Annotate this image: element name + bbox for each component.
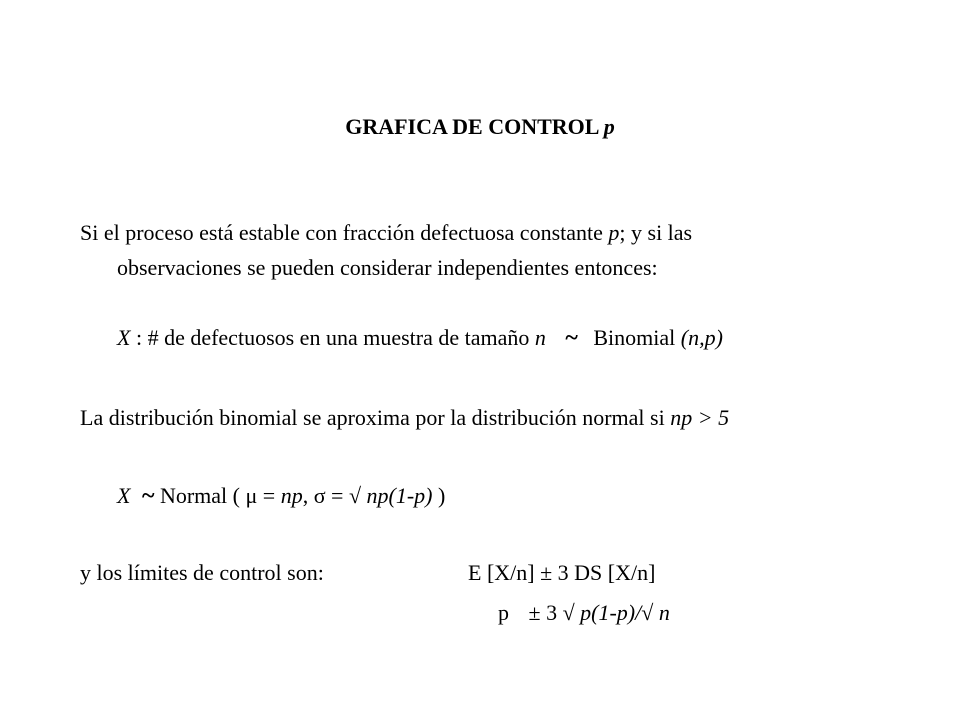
def-text: : # de defectuosos en una muestra de tamaño — [130, 325, 535, 350]
limits-label-text: y los límites de control son: — [80, 560, 324, 585]
limits-formula-1 — [468, 560, 655, 586]
slide-title — [0, 114, 960, 140]
normal-text: Normal ( — [154, 483, 246, 508]
sigma-symbol: σ — [313, 483, 326, 508]
formula-2-pm: ± 3 √ — [528, 600, 581, 625]
paragraph-line-2 — [117, 255, 658, 281]
equals-1: = — [257, 483, 281, 508]
formula-2-expr: p(1-p)/√ n — [580, 600, 670, 625]
mu-symbol: μ — [245, 483, 258, 508]
normal-line — [117, 483, 445, 510]
title-variable: p — [603, 114, 615, 139]
approx-condition: np > 5 — [670, 405, 730, 430]
formula-2-p: p — [498, 600, 509, 625]
title-text: GRAFICA DE CONTROL — [345, 114, 599, 139]
distribution-name: Binomial — [593, 325, 676, 350]
limits-label — [80, 560, 324, 586]
para1-variable-p: p — [608, 220, 620, 245]
equals-sqrt: = √ — [325, 483, 367, 508]
tilde-symbol: ~ — [565, 325, 578, 351]
definition-line — [117, 325, 723, 352]
paragraph-line-1 — [80, 220, 692, 246]
def-variable-x: X — [117, 325, 131, 350]
limits-formula-2 — [498, 600, 670, 626]
normal-mean: np — [280, 483, 303, 508]
def-variable-n: n — [534, 325, 546, 350]
normal-sd: np(1-p) — [366, 483, 433, 508]
para1-text-b: ; y si las — [619, 220, 693, 245]
distribution-params: (n,p) — [680, 325, 723, 350]
normal-close-paren: ) — [432, 483, 446, 508]
separator: , — [302, 483, 314, 508]
normal-tilde-symbol: ~ — [141, 483, 155, 509]
approximation-line — [80, 405, 729, 431]
para1-text-a: Si el proceso está estable con fracción defectuosa constante — [80, 220, 609, 245]
approx-text: La distribución binomial se aproxima por la distribución normal si — [80, 405, 671, 430]
normal-variable-x: X — [117, 483, 131, 508]
para1-line2-text: observaciones se pueden considerar independientes entonces: — [117, 255, 658, 280]
formula-1-text: E [X/n] ± 3 DS [X/n] — [468, 560, 656, 585]
